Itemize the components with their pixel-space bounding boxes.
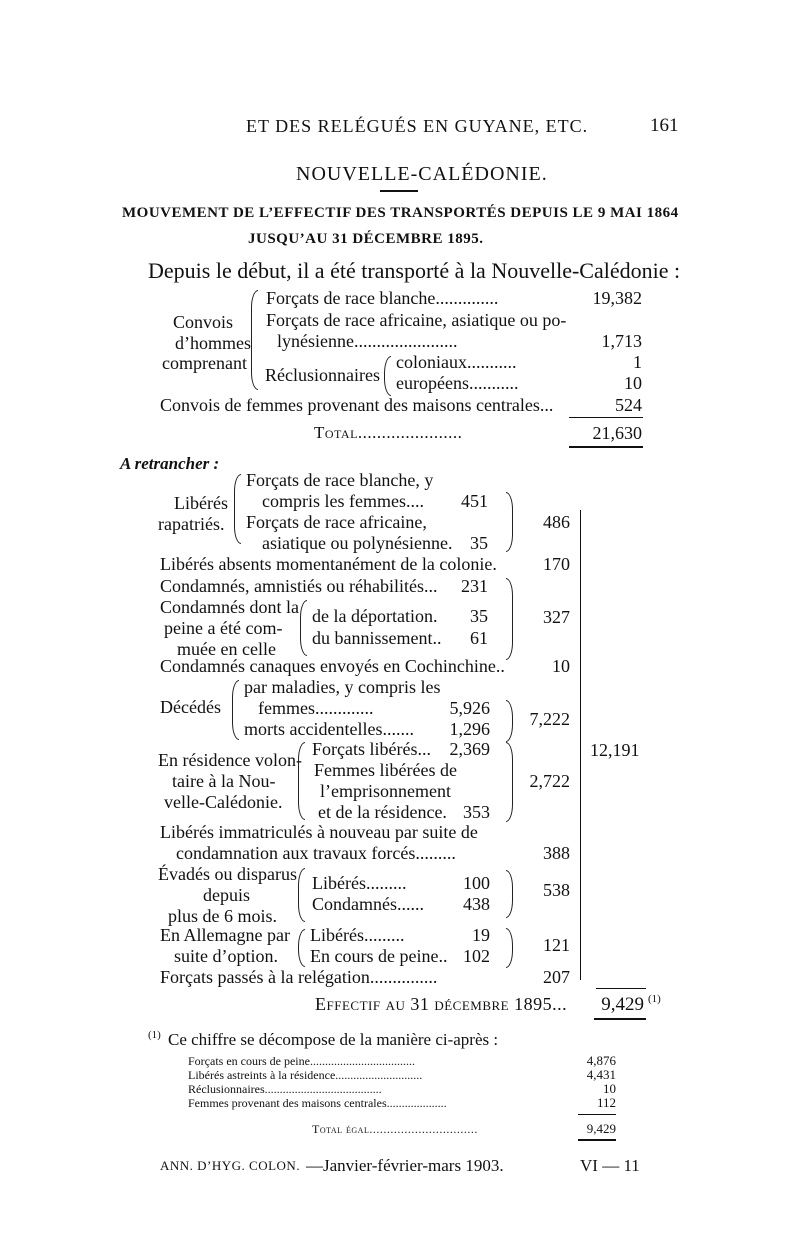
allemagne-en-cours-value: 102 — [463, 946, 490, 966]
europeens-value: 10 — [624, 373, 642, 393]
blanche-label: Forçats de race blanche.............. — [266, 288, 499, 308]
allemagne-liberes-value: 19 — [472, 925, 490, 945]
running-title: ET DES RELÉGUÉS EN GUYANE, ETC. — [246, 116, 589, 136]
evades-brace — [298, 868, 305, 922]
africaine-value: 1,713 — [601, 331, 642, 351]
footnote-marker: (1) — [148, 1029, 161, 1041]
africaine-label-1: Forçats de race africaine, asiatique ou po- — [266, 310, 567, 330]
decedes-right-brace — [506, 700, 513, 742]
liberes-label-1: Libérés — [174, 493, 228, 513]
title-rule — [380, 190, 418, 192]
allemagne-brace — [298, 929, 305, 967]
forcats-liberes-value: 2,369 — [449, 739, 490, 759]
evades-condamnes-label: Condamnés...... — [312, 894, 424, 914]
blanche-value: 19,382 — [592, 288, 642, 308]
residence-right-brace — [506, 742, 513, 822]
absents-value: 170 — [543, 554, 570, 574]
subtitle-line2: JUSQU’AU 31 DÉCEMBRE 1895. — [248, 231, 484, 247]
subtitle-line1: MOUVEMENT DE L’EFFECTIF DES TRANSPORTÉS DEPUIS LE 9 MAI 1864 — [122, 205, 679, 221]
footnote-row-2-label: Libérés astreints à la résidence............................. — [188, 1068, 423, 1082]
deportation-label: de la déportation. — [312, 606, 438, 626]
allemagne-label-2: suite d’option. — [174, 946, 278, 966]
footnote-row-2-value: 4,431 — [586, 1067, 616, 1082]
residence-label-1: En résidence volon- — [158, 750, 302, 770]
convois-label-1: Convois — [173, 312, 234, 332]
bannissement-value: 61 — [470, 628, 488, 648]
condamnes-right-brace — [506, 578, 513, 660]
absents-label: Libérés absents momentanément de la colonie. — [160, 554, 497, 574]
residence-label-2: taire à la Nou- — [172, 771, 276, 791]
footnote-row-4-value: 112 — [596, 1095, 616, 1110]
femmes-liberees-1: Femmes libérées de — [314, 760, 457, 780]
accidents-label: morts accidentelles....... — [244, 719, 414, 739]
evades-right-brace — [506, 870, 513, 918]
liberes-subtotal: 486 — [543, 512, 570, 532]
commuee-label-2: peine a été com- — [164, 618, 283, 638]
allemagne-en-cours-label: En cours de peine.. — [310, 946, 448, 966]
intro-text: Depuis le début, il a été transporté à la Nouvelle-Calédonie : — [148, 258, 681, 283]
liberes-africaine-value: 35 — [470, 533, 488, 553]
allemagne-subtotal: 121 — [543, 935, 570, 955]
bannissement-label: du bannissement.. — [312, 628, 442, 648]
footnote-row-4-label: Femmes provenant des maisons centrales.................... — [188, 1096, 447, 1110]
footnote-row-3-label: Réclusionnaires....................................... — [188, 1082, 382, 1096]
grand-bracket-line — [580, 510, 581, 980]
liberes-africaine-2: asiatique ou polynésienne. — [262, 533, 453, 553]
footnote-intro: Ce chiffre se décompose de la manière ci-après : — [168, 1030, 499, 1049]
footnote-row-3-value: 10 — [603, 1081, 616, 1096]
evades-condamnes-value: 438 — [463, 894, 490, 914]
liberes-brace — [234, 474, 241, 544]
decedes-brace — [232, 680, 239, 740]
condamnes-subtotal: 327 — [543, 607, 570, 627]
total-rule-top — [569, 417, 643, 418]
maladies-label-2: femmes............. — [258, 698, 374, 718]
footnote-row-1-label: Forçats en cours de peine................................... — [188, 1054, 415, 1068]
europeens-label: européens........... — [396, 373, 519, 393]
effectif-value: 9,429 — [601, 994, 644, 1015]
page-number: 161 — [650, 115, 679, 136]
footer-journal: ANN. D’HYG. COLON. — [160, 1158, 301, 1173]
section-title: NOUVELLE-CALÉDONIE. — [296, 163, 548, 185]
commuee-label-3: muée en celle — [177, 639, 276, 659]
accidents-value: 1,296 — [449, 719, 490, 739]
evades-subtotal: 538 — [543, 880, 570, 900]
footer-date: —Janvier-février-mars 1903. — [306, 1156, 504, 1175]
total-value: 21,630 — [592, 423, 642, 443]
relegation-value: 207 — [543, 967, 570, 987]
evades-label-2: depuis — [203, 885, 250, 905]
footnote-row-1-value: 4,876 — [586, 1053, 616, 1068]
commuee-label-1: Condamnés dont la — [160, 597, 299, 617]
femmes-value: 524 — [615, 395, 642, 415]
amnisties-label: Condamnés, amnistiés ou réhabilités... — [160, 576, 438, 596]
footnote-total-rule-top — [578, 1114, 616, 1115]
footer-signature: VI — 11 — [580, 1156, 640, 1175]
evades-liberes-label: Libérés......... — [312, 873, 407, 893]
africaine-label-2: lynésienne....................... — [277, 331, 458, 351]
allemagne-label-1: En Allemagne par — [160, 925, 290, 945]
canaques-label: Condamnés canaques envoyés en Cochinchine.. — [160, 656, 505, 676]
liberes-africaine-1: Forçats de race africaine, — [246, 512, 427, 532]
decedes-subtotal: 7,222 — [529, 709, 570, 729]
liberes-right-brace — [506, 492, 513, 552]
allemagne-liberes-label: Libérés......... — [310, 925, 405, 945]
liberes-blanche-2: compris les femmes.... — [262, 491, 424, 511]
maladies-value: 5,926 — [449, 698, 490, 718]
femmes-liberees-value: 353 — [463, 802, 490, 822]
canaques-value: 10 — [552, 656, 570, 676]
convois-brace — [251, 290, 258, 390]
effectif-label: Effectif au 31 décembre 1895... — [315, 994, 568, 1014]
footnote-total-rule-bottom — [578, 1139, 616, 1141]
deportation-value: 35 — [470, 606, 488, 626]
liberes-label-2: rapatriés. — [158, 514, 225, 534]
femmes-label: Convois de femmes provenant des maisons centrales... — [160, 395, 554, 415]
residence-label-3: velle-Calédonie. — [164, 792, 283, 812]
decedes-label: Décédés — [160, 697, 221, 717]
commuee-brace — [300, 600, 307, 656]
relegation-label: Forçats passés à la relégation............... — [160, 967, 438, 987]
amnisties-value: 231 — [461, 576, 488, 596]
femmes-liberees-2: l’emprisonnement — [320, 781, 451, 801]
effectif-rule-bottom — [594, 1018, 646, 1020]
maladies-label-1: par maladies, y compris les — [244, 677, 441, 697]
immatricules-line-2: condamnation aux travaux forcés......... — [176, 843, 456, 863]
evades-label-1: Évadés ou disparus — [158, 864, 297, 884]
footnote-total-label: Total égal............................... — [312, 1122, 478, 1136]
allemagne-right-brace — [506, 928, 513, 968]
footnote-total-value: 9,429 — [586, 1121, 616, 1136]
evades-liberes-value: 100 — [463, 873, 490, 893]
coloniaux-value: 1 — [633, 352, 642, 372]
effectif-note-marker: (1) — [648, 993, 661, 1005]
immatricules-line-1: Libérés immatriculés à nouveau par suite de — [160, 822, 478, 842]
coloniaux-label: coloniaux........... — [396, 352, 517, 372]
total-label: Total...................... — [314, 423, 463, 442]
a-retrancher-heading: A retrancher : — [120, 454, 220, 473]
effectif-rule-top — [596, 988, 646, 989]
forcats-liberes-label: Forçats libérés... — [312, 739, 431, 759]
reclusionnaires-brace — [384, 356, 391, 396]
liberes-blanche-1: Forçats de race blanche, y — [246, 470, 434, 490]
reclusionnaires-label: Réclusionnaires — [265, 365, 380, 385]
convois-label-3: comprenant — [162, 353, 247, 373]
residence-subtotal: 2,722 — [529, 771, 570, 791]
liberes-blanche-value: 451 — [461, 491, 488, 511]
evades-label-3: plus de 6 mois. — [168, 906, 278, 926]
grand-subtotal: 12,191 — [590, 740, 640, 760]
immatricules-value: 388 — [543, 843, 570, 863]
total-rule-bottom — [569, 446, 643, 448]
residence-brace — [298, 742, 305, 820]
femmes-liberees-3: et de la résidence. — [318, 802, 447, 822]
convois-label-2: d’hommes — [175, 333, 251, 353]
